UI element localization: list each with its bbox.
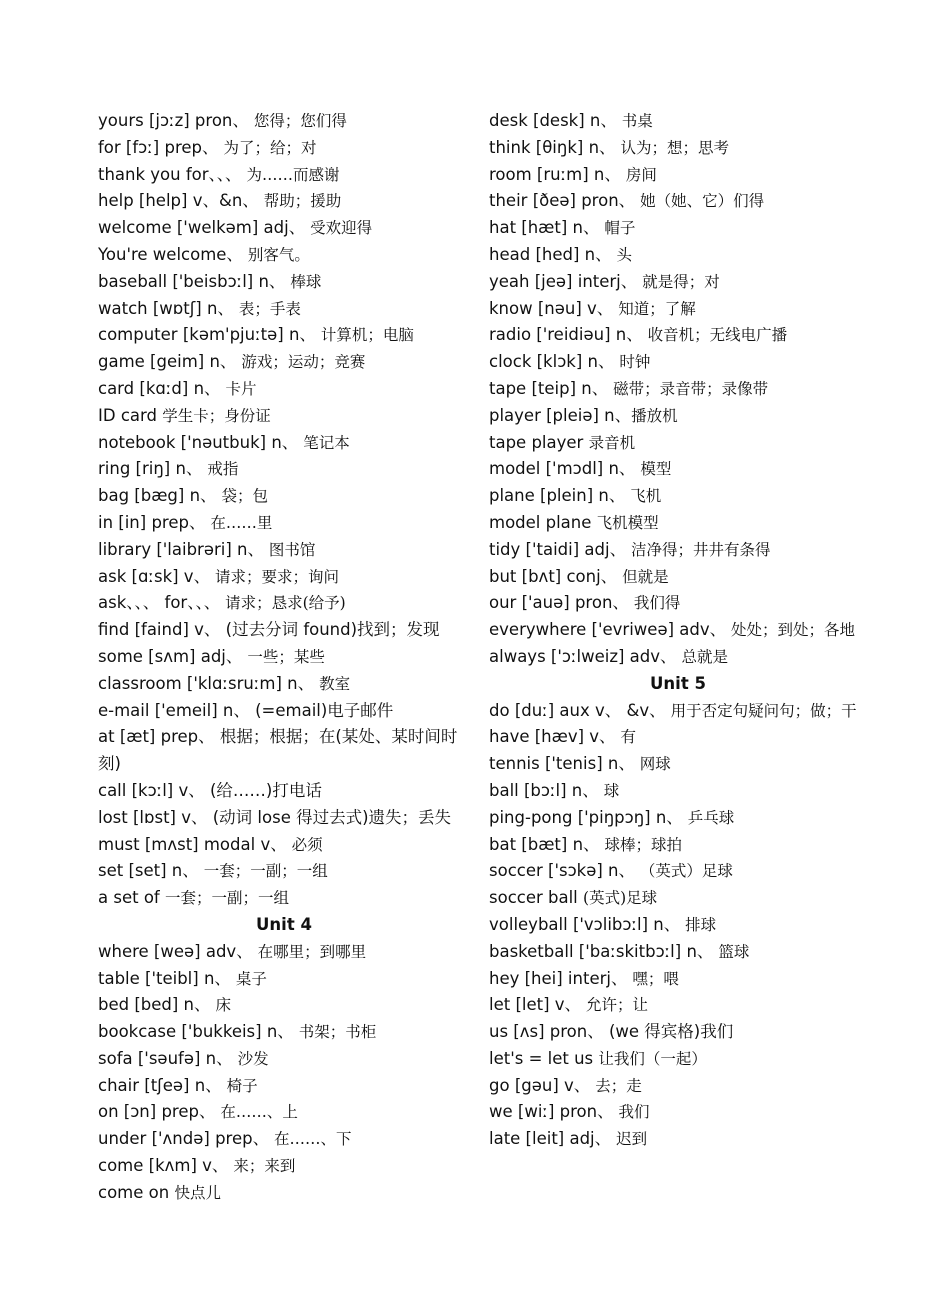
english-term: ball [bɔːl] n、 <box>489 780 599 800</box>
chinese-meaning: 快点儿 <box>174 1183 221 1202</box>
vocab-entry <box>98 778 470 805</box>
chinese-meaning: 用于否定句疑问句；做；干 <box>665 701 857 720</box>
english-term: bat [bæt] n、 <box>489 834 600 854</box>
vocab-entry <box>489 296 867 323</box>
chinese-meaning: 教室 <box>314 674 351 693</box>
english-term: plane [plein] n、 <box>489 486 626 506</box>
english-term: card [kɑːd] n、 <box>98 378 221 398</box>
chinese-meaning: 录音机 <box>588 433 636 452</box>
english-term: everywhere ['evriweə] adv、 <box>489 620 727 640</box>
chinese-meaning: 认为；想；思考 <box>615 138 729 157</box>
english-term: ping-pong ['piŋpɔŋ] n、 <box>489 807 683 827</box>
vocab-entry <box>98 885 470 912</box>
vocab-entry <box>98 456 470 483</box>
english-term: chair [tʃeə] n、 <box>98 1075 222 1095</box>
vocab-entry <box>98 590 470 617</box>
chinese-meaning: 让我们（一起） <box>598 1049 707 1068</box>
english-term: tennis ['tenis] n、 <box>489 754 635 774</box>
chinese-meaning: 在……、下 <box>269 1130 352 1149</box>
vocab-entry <box>98 1073 470 1100</box>
vocab-entry <box>98 698 470 725</box>
vocab-entry <box>489 858 867 885</box>
vocab-entry <box>98 832 470 859</box>
chinese-meaning: 来；来到 <box>228 1157 296 1176</box>
chinese-meaning: 笔记本 <box>298 433 350 452</box>
chinese-meaning: 沙发 <box>232 1049 269 1068</box>
vocab-entry <box>98 349 470 376</box>
chinese-meaning: 允许；让 <box>581 996 648 1015</box>
vocab-entry <box>489 162 867 189</box>
vocab-entry <box>489 966 867 993</box>
chinese-meaning: 但就是 <box>617 567 669 586</box>
vocab-entry <box>489 590 867 617</box>
vocab-entry <box>489 376 867 403</box>
vocab-entry <box>98 269 470 296</box>
english-term: welcome ['welkəm] adj、 <box>98 218 306 238</box>
chinese-meaning: 床 <box>210 996 231 1015</box>
chinese-meaning: 她（她、它）们得 <box>635 192 765 211</box>
vocab-entry <box>489 135 867 162</box>
english-term: in [in] prep、 <box>98 512 206 532</box>
vocab-entry <box>489 1073 867 1100</box>
vocab-entry <box>489 349 867 376</box>
chinese-meaning: 总就是 <box>676 647 728 666</box>
english-term: soccer ['sɔkə] n、 <box>489 861 635 881</box>
english-term: find [faind] v、 (过去分词 found)找到；发现 <box>98 620 440 640</box>
vocab-entry <box>98 992 470 1019</box>
chinese-meaning: 椅子 <box>221 1076 258 1095</box>
vocab-entry <box>489 510 867 537</box>
vocab-entry <box>489 805 867 832</box>
english-term: our ['auə] pron、 <box>489 593 629 613</box>
english-term: tape player <box>489 432 589 452</box>
chinese-meaning: 游戏；运动；竞赛 <box>236 353 366 372</box>
vocab-entry <box>98 242 470 269</box>
english-term: must [mʌst] modal v、 <box>98 834 287 854</box>
vocab-entry <box>98 135 470 162</box>
english-term: bag [bæg] n、 <box>98 486 217 506</box>
chinese-meaning: 别客气。 <box>242 245 310 264</box>
english-term: head [hed] n、 <box>489 244 612 264</box>
english-term: come on <box>98 1182 175 1202</box>
english-term: sofa ['səufə] n、 <box>98 1048 233 1068</box>
vocab-entry <box>489 832 867 859</box>
chinese-meaning: 帮助；援助 <box>258 192 342 211</box>
vocab-entry <box>489 537 867 564</box>
english-term: let's = let us <box>489 1048 599 1068</box>
chinese-meaning: 时钟 <box>614 353 651 372</box>
vocab-entry <box>98 939 470 966</box>
english-term: table ['teibl] n、 <box>98 968 231 988</box>
chinese-meaning: 我们得 <box>628 594 681 613</box>
chinese-meaning: 球棒；球拍 <box>599 835 682 854</box>
chinese-meaning: 乒乓球 <box>682 808 735 827</box>
vocab-entry <box>98 483 470 510</box>
vocab-entry <box>98 805 470 832</box>
chinese-meaning: 飞机 <box>625 487 662 506</box>
vocab-entry <box>98 617 470 644</box>
chinese-meaning: 在……、上 <box>215 1103 298 1122</box>
vocab-entry <box>489 644 867 671</box>
vocab-entry <box>98 403 470 430</box>
english-term: e-mail ['emeil] n、 (=email)电子邮件 <box>98 700 394 720</box>
vocab-entry <box>98 724 470 778</box>
vocab-entry <box>98 1099 470 1126</box>
english-term: go [gəu] v、 <box>489 1075 591 1095</box>
vocab-entry <box>489 1019 867 1046</box>
english-term: baseball ['beisbɔːl] n、 <box>98 271 286 291</box>
vocab-entry <box>489 912 867 939</box>
english-term: clock [klɔk] n、 <box>489 352 615 372</box>
chinese-meaning: 计算机；电脑 <box>315 326 414 345</box>
chinese-meaning: 卡片 <box>220 379 257 398</box>
english-term: a set of <box>98 888 165 908</box>
chinese-meaning: 在……里 <box>205 513 273 532</box>
vocab-entry <box>489 724 867 751</box>
vocab-entry <box>98 1019 470 1046</box>
vocab-entry <box>98 966 470 993</box>
vocab-entry <box>98 322 470 349</box>
vocab-entry <box>489 617 867 644</box>
chinese-meaning: 我们 <box>613 1103 650 1122</box>
chinese-meaning: 收音机；无线电广播 <box>642 326 788 345</box>
chinese-meaning: 排球 <box>680 915 717 934</box>
chinese-meaning: 请求；要求；询问 <box>210 567 340 586</box>
vocab-entry <box>98 671 470 698</box>
vocab-entry <box>489 322 867 349</box>
vocab-entry <box>489 456 867 483</box>
chinese-meaning: 去；走 <box>590 1076 642 1095</box>
chinese-meaning: 必须 <box>286 835 323 854</box>
left-column <box>98 108 470 1207</box>
chinese-meaning: 桌子 <box>230 969 267 988</box>
vocab-entry <box>98 188 470 215</box>
english-term: yeah [jeə] interj、 <box>489 271 638 291</box>
vocab-entry <box>98 430 470 457</box>
vocab-entry <box>98 564 470 591</box>
chinese-meaning: 迟到 <box>611 1130 648 1149</box>
vocab-entry <box>98 1126 470 1153</box>
english-term: watch [wɒtʃ] n、 <box>98 298 234 318</box>
chinese-meaning: 您得；您们得 <box>248 112 347 130</box>
english-term: yours [jɔːz] pron、 <box>98 111 249 130</box>
english-term: desk [desk] n、 <box>489 111 617 130</box>
chinese-meaning: 图书馆 <box>264 540 316 559</box>
english-term: but [bʌt] conj、 <box>489 566 618 586</box>
english-term: know [nəu] v、 <box>489 298 614 318</box>
english-term: us [ʌs] pron、 (we 得宾格)我们 <box>489 1022 734 1042</box>
vocab-entry <box>98 644 470 671</box>
vocab-entry <box>98 108 470 135</box>
vocab-entry <box>489 403 867 430</box>
english-term: under ['ʌndə] prep、 <box>98 1129 270 1149</box>
english-term: tidy ['taidi] adj、 <box>489 539 627 559</box>
english-term: for [fɔː] prep、 <box>98 137 219 157</box>
chinese-meaning: 嘿；喂 <box>627 969 679 988</box>
chinese-meaning: 书桌 <box>616 112 653 130</box>
vocab-entry <box>98 1180 470 1207</box>
chinese-meaning: (英式)足球 <box>583 889 658 908</box>
chinese-meaning: 播放机 <box>631 406 678 425</box>
unit-heading: Unit 5 <box>650 673 706 693</box>
english-term: ask、、、 for、、、 <box>98 593 221 613</box>
vocab-entry <box>489 269 867 296</box>
vocab-entry <box>489 564 867 591</box>
chinese-meaning: 洁净得；井井有条得 <box>626 540 771 559</box>
vocab-entry <box>98 296 470 323</box>
english-term: computer [kəm'pjuːtə] n、 <box>98 325 316 345</box>
english-term: player [pleiə] n、 <box>489 405 632 425</box>
english-term: basketball ['baːskitbɔːl] n、 <box>489 941 714 961</box>
chinese-meaning: 在哪里；到哪里 <box>252 942 367 961</box>
vocab-entry <box>98 537 470 564</box>
chinese-meaning: 表；手表 <box>233 299 301 318</box>
english-term: model plane <box>489 512 597 532</box>
english-term: hat [hæt] n、 <box>489 218 600 238</box>
chinese-meaning: （英式）足球 <box>635 862 733 881</box>
english-term: we [wiː] pron、 <box>489 1102 614 1122</box>
english-term: hey [hei] interj、 <box>489 968 628 988</box>
vocab-entry <box>489 1046 867 1073</box>
english-term: have [hæv] v、 <box>489 727 616 747</box>
vocab-entry <box>98 1046 470 1073</box>
chinese-meaning: 受欢迎得 <box>305 219 373 238</box>
english-term: You're welcome、 <box>98 244 243 264</box>
english-term: at [æt] prep、 根据；根据；在(某处、某时间时刻) <box>98 727 458 774</box>
english-term: help [help] v、&n、 <box>98 191 259 211</box>
vocab-entry <box>98 376 470 403</box>
vocab-entry <box>489 698 867 725</box>
chinese-meaning: 请求；恳求(给予) <box>220 594 346 613</box>
english-term: radio ['reidiəu] n、 <box>489 325 643 345</box>
vocab-entry <box>489 430 867 457</box>
english-term: ID card <box>98 405 163 425</box>
vocab-entry <box>489 939 867 966</box>
chinese-meaning: 篮球 <box>713 942 750 961</box>
english-term: lost [lɒst] v、 (动词 lose 得过去式)遗失；丢失 <box>98 807 452 827</box>
vocab-entry <box>489 751 867 778</box>
english-term: do [duː] aux v、 &v、 <box>489 700 666 720</box>
chinese-meaning: 处处；到处；各地 <box>726 621 856 640</box>
vocab-entry <box>489 215 867 242</box>
english-term: notebook ['nəutbuk] n、 <box>98 432 299 452</box>
vocab-entry <box>489 778 867 805</box>
chinese-meaning: 球 <box>598 781 620 800</box>
english-term: come [kʌm] v、 <box>98 1156 229 1176</box>
chinese-meaning: 帽子 <box>599 219 636 238</box>
chinese-meaning: 袋；包 <box>216 487 268 506</box>
chinese-meaning: 就是得；对 <box>637 272 720 291</box>
english-term: soccer ball <box>489 888 584 908</box>
english-term: ask [ɑːsk] v、 <box>98 566 211 586</box>
chinese-meaning: 知道；了解 <box>613 299 696 318</box>
chinese-meaning: 有 <box>615 728 636 747</box>
vocab-entry <box>98 510 470 537</box>
vocab-entry <box>98 1153 470 1180</box>
english-term: set [set] n、 <box>98 861 199 881</box>
vocab-entry <box>489 483 867 510</box>
english-term: volleyball ['vɔlibɔːl] n、 <box>489 914 681 934</box>
chinese-meaning: 学生卡；身份证 <box>162 406 271 425</box>
vocab-entry <box>489 992 867 1019</box>
chinese-meaning: 为……而感谢 <box>241 165 340 184</box>
chinese-meaning: 磁带；录音带；录像带 <box>608 379 769 398</box>
english-term: late [leit] adj、 <box>489 1129 612 1149</box>
chinese-meaning: 一些；某些 <box>242 647 325 666</box>
english-term: call [kɔːl] v、 (给……)打电话 <box>98 780 322 800</box>
vocab-entry <box>489 1126 867 1153</box>
english-term: classroom ['klɑːsruːm] n、 <box>98 673 315 693</box>
english-term: bed [bed] n、 <box>98 995 211 1015</box>
english-term: room [ruːm] n、 <box>489 164 621 184</box>
english-term: tape [teip] n、 <box>489 378 609 398</box>
english-term: let [let] v、 <box>489 995 582 1015</box>
chinese-meaning: 飞机模型 <box>596 513 659 532</box>
vocab-entry <box>98 858 470 885</box>
english-term: thank you for、、、 <box>98 164 242 184</box>
english-term: library ['laibrəri] n、 <box>98 539 264 559</box>
vocab-entry <box>489 1099 867 1126</box>
chinese-meaning: 一套；一副；一组 <box>164 889 289 908</box>
chinese-meaning: 棒球 <box>285 272 322 291</box>
english-term: their [ðeə] pron、 <box>489 191 636 211</box>
vocab-entry <box>98 215 470 242</box>
english-term: always ['ɔːlweiz] adv、 <box>489 646 677 666</box>
chinese-meaning: 网球 <box>634 755 671 774</box>
vocab-entry <box>489 108 867 135</box>
vocab-entry <box>98 162 470 189</box>
english-term: model ['mɔdl] n、 <box>489 459 636 479</box>
english-term: bookcase ['bukkeis] n、 <box>98 1022 294 1042</box>
chinese-meaning: 房间 <box>620 165 657 184</box>
chinese-meaning: 为了；给；对 <box>218 138 317 157</box>
vocab-entry <box>489 188 867 215</box>
chinese-meaning: 一套；一副；一组 <box>198 862 328 881</box>
chinese-meaning: 头 <box>611 245 633 264</box>
english-term: game [geim] n、 <box>98 352 237 372</box>
chinese-meaning: 戒指 <box>202 460 239 479</box>
english-term: ring [riŋ] n、 <box>98 459 203 479</box>
chinese-meaning: 模型 <box>635 460 672 479</box>
chinese-meaning: 书架；书柜 <box>293 1023 377 1042</box>
vocab-entry <box>489 885 867 912</box>
vocab-entry <box>489 242 867 269</box>
english-term: where [weə] adv、 <box>98 941 253 961</box>
english-term: on [ɔn] prep、 <box>98 1102 216 1122</box>
unit-heading: Unit 4 <box>256 914 312 934</box>
english-term: some [sʌm] adj、 <box>98 646 243 666</box>
right-column <box>489 108 867 1153</box>
english-term: think [θiŋk] n、 <box>489 137 616 157</box>
